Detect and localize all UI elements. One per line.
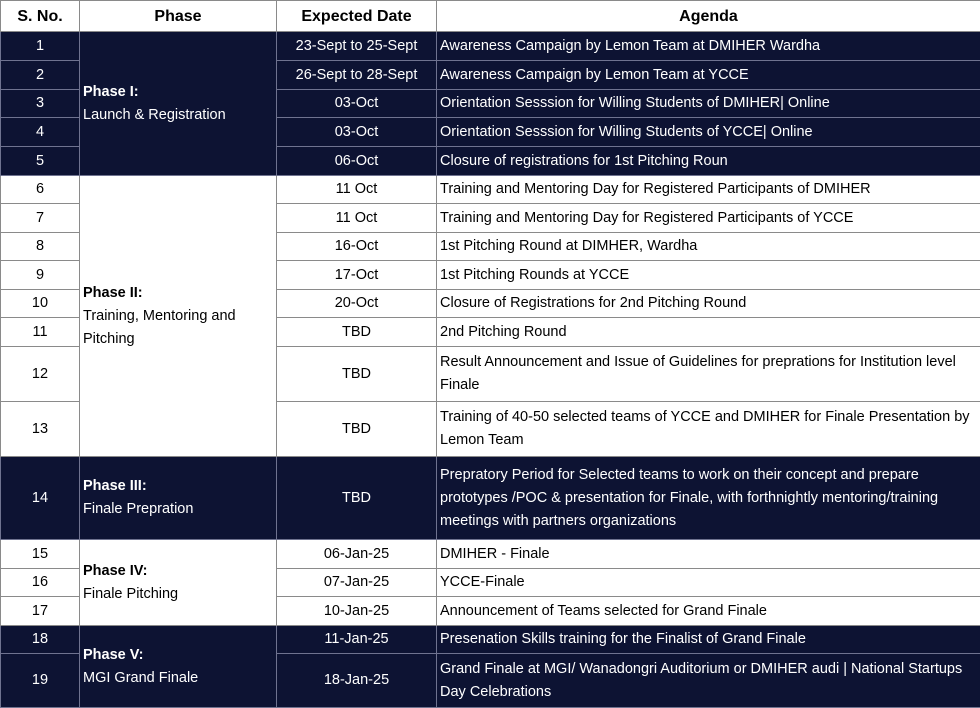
row-date: 16-Oct bbox=[277, 233, 437, 261]
phase-cell-5 bbox=[80, 626, 277, 708]
row-sno: 11 bbox=[1, 318, 80, 347]
row-sno: 5 bbox=[1, 147, 80, 176]
row-date: 10-Jan-25 bbox=[277, 597, 437, 626]
row-agenda: Awareness Campaign by Lemon Team at YCCE bbox=[437, 61, 980, 90]
table-row bbox=[1, 176, 980, 204]
row-date: 07-Jan-25 bbox=[277, 569, 437, 597]
row-sno: 18 bbox=[1, 626, 80, 654]
phase-title: Phase I: bbox=[83, 81, 273, 104]
row-agenda: Presenation Skills training for the Finalist of Grand Finale bbox=[437, 626, 980, 654]
row-agenda: YCCE-Finale bbox=[437, 569, 980, 597]
phase-desc: Launch & Registration bbox=[83, 104, 273, 127]
row-date: 03-Oct bbox=[277, 90, 437, 118]
row-sno: 6 bbox=[1, 176, 80, 204]
table-row bbox=[1, 32, 980, 61]
phase-title: Phase V: bbox=[83, 644, 273, 667]
row-sno: 7 bbox=[1, 204, 80, 233]
phase-title: Phase II: bbox=[83, 282, 273, 305]
table-row bbox=[1, 626, 980, 654]
row-date: TBD bbox=[277, 347, 437, 402]
row-agenda: Closure of Registrations for 2nd Pitching Round bbox=[437, 290, 980, 318]
phase-cell-1 bbox=[80, 32, 277, 176]
row-sno: 3 bbox=[1, 90, 80, 118]
row-sno: 10 bbox=[1, 290, 80, 318]
row-date: 03-Oct bbox=[277, 118, 437, 147]
phase-title: Phase III: bbox=[83, 475, 273, 498]
row-agenda: 1st Pitching Rounds at YCCE bbox=[437, 261, 980, 290]
row-sno: 12 bbox=[1, 347, 80, 402]
phase-cell-4 bbox=[80, 540, 277, 626]
row-sno: 1 bbox=[1, 32, 80, 61]
row-sno: 16 bbox=[1, 569, 80, 597]
row-date: 11 Oct bbox=[277, 176, 437, 204]
row-sno: 2 bbox=[1, 61, 80, 90]
row-agenda: Training and Mentoring Day for Registered Participants of YCCE bbox=[437, 204, 980, 233]
row-date: TBD bbox=[277, 402, 437, 457]
header-agenda: Agenda bbox=[437, 1, 980, 32]
header-row bbox=[1, 1, 980, 32]
row-sno: 13 bbox=[1, 402, 80, 457]
table-row bbox=[1, 457, 980, 540]
phase-desc: Finale Pitching bbox=[83, 583, 273, 606]
row-agenda: Training and Mentoring Day for Registered Participants of DMIHER bbox=[437, 176, 980, 204]
row-sno: 8 bbox=[1, 233, 80, 261]
row-agenda: Grand Finale at MGI/ Wanadongri Auditorium or DMIHER audi | National Startups Day Celebrations bbox=[437, 654, 980, 708]
row-agenda: Closure of registrations for 1st Pitching Roun bbox=[437, 147, 980, 176]
row-agenda: Announcement of Teams selected for Grand Finale bbox=[437, 597, 980, 626]
row-date: 20-Oct bbox=[277, 290, 437, 318]
row-agenda: 1st Pitching Round at DIMHER, Wardha bbox=[437, 233, 980, 261]
row-date: 06-Oct bbox=[277, 147, 437, 176]
row-sno: 17 bbox=[1, 597, 80, 626]
phase-cell-3 bbox=[80, 457, 277, 540]
phase-desc: MGI Grand Finale bbox=[83, 667, 273, 690]
row-sno: 19 bbox=[1, 654, 80, 708]
row-agenda: Awareness Campaign by Lemon Team at DMIHER Wardha bbox=[437, 32, 980, 61]
phase-cell-2 bbox=[80, 176, 277, 457]
row-sno: 9 bbox=[1, 261, 80, 290]
row-date: 26-Sept to 28-Sept bbox=[277, 61, 437, 90]
row-date: TBD bbox=[277, 318, 437, 347]
row-agenda: Orientation Sesssion for Willing Students of DMIHER| Online bbox=[437, 90, 980, 118]
row-date: 11 Oct bbox=[277, 204, 437, 233]
row-sno: 15 bbox=[1, 540, 80, 569]
row-agenda: Orientation Sesssion for Willing Students of YCCE| Online bbox=[437, 118, 980, 147]
phase-title: Phase IV: bbox=[83, 560, 273, 583]
table-row bbox=[1, 540, 980, 569]
row-date: 18-Jan-25 bbox=[277, 654, 437, 708]
row-agenda: DMIHER - Finale bbox=[437, 540, 980, 569]
header-phase: Phase bbox=[80, 1, 277, 32]
row-agenda: Prepratory Period for Selected teams to work on their concept and prepare prototypes /POC & presentation for Finale, with forthnightly mentoring/training meetings with partners organizations bbox=[437, 457, 980, 540]
row-date: TBD bbox=[277, 457, 437, 540]
row-agenda: Training of 40-50 selected teams of YCCE and DMIHER for Finale Presentation by Lemon Team bbox=[437, 402, 980, 457]
row-sno: 4 bbox=[1, 118, 80, 147]
phase-desc: Training, Mentoring and Pitching bbox=[83, 305, 273, 351]
row-date: 11-Jan-25 bbox=[277, 626, 437, 654]
row-agenda: Result Announcement and Issue of Guidelines for preprations for Institution level Finale bbox=[437, 347, 980, 402]
header-date: Expected Date bbox=[277, 1, 437, 32]
row-date: 17-Oct bbox=[277, 261, 437, 290]
row-date: 06-Jan-25 bbox=[277, 540, 437, 569]
row-agenda: 2nd Pitching Round bbox=[437, 318, 980, 347]
row-sno: 14 bbox=[1, 457, 80, 540]
row-date: 23-Sept to 25-Sept bbox=[277, 32, 437, 61]
header-sno: S. No. bbox=[1, 1, 80, 32]
phase-desc: Finale Prepration bbox=[83, 498, 273, 521]
